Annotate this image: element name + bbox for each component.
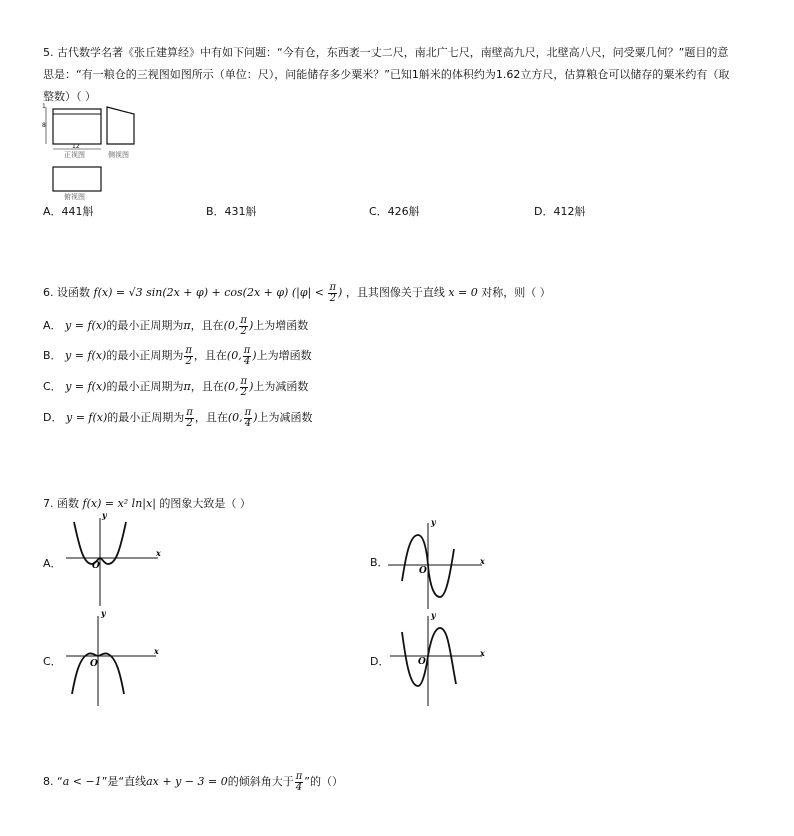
q6-opt-text: 的最小正周期为 xyxy=(106,349,184,362)
q7-c-y-label: y xyxy=(101,608,106,618)
q6-stem xyxy=(43,281,551,305)
q6-suffix: ，且其图像关于直线 xyxy=(345,286,445,299)
q5-line3: 整数）（ ） xyxy=(43,90,96,103)
q6-opt-frac: $\frac{\pi}{4}$ xyxy=(244,406,252,429)
q7-b-y-label: y xyxy=(431,517,436,527)
q6-opt-period: π xyxy=(183,380,191,393)
q6-prefix: 6. 设函数 xyxy=(43,286,90,299)
q5-dim-h1: 1 xyxy=(42,103,46,110)
q7-graph-a[interactable] xyxy=(62,510,172,610)
q6-opt-interval: (0, xyxy=(223,319,239,332)
q7-c-x-label: x xyxy=(154,646,159,656)
q7-graph-c[interactable] xyxy=(62,610,172,710)
q5-top-label: 俯视图 xyxy=(64,193,85,201)
q7-suffix: 的图象大致是（ ） xyxy=(159,497,251,510)
q6-opt-fx: y = f(x) xyxy=(65,319,107,332)
q6-opt-fx: y = f(x) xyxy=(65,380,107,393)
q6-opt-text: 的最小正周期为 xyxy=(106,380,184,393)
q6-end: 对称，则（ ） xyxy=(481,286,551,299)
q7-c-origin: O xyxy=(90,659,98,669)
q6-opt-frac: $\frac{\pi}{4}$ xyxy=(243,344,251,367)
q8-end: ”的（） xyxy=(304,775,343,788)
q6-opt-letter: B． xyxy=(43,349,62,362)
q7-stem xyxy=(43,495,251,511)
q6-opt-interval: (0, xyxy=(226,349,242,362)
q6-opt-period: π xyxy=(183,319,191,332)
q6-option-a[interactable] xyxy=(43,314,308,338)
q6-pi-over-2: $\frac{\pi}{2}$ xyxy=(329,281,337,304)
q6-opt-period-frac: $\frac{\pi}{2}$ xyxy=(185,344,192,367)
q7-function: f(x) = x² ln|x| xyxy=(82,497,156,510)
q8-prefix: 8. “ xyxy=(43,775,63,788)
q6-opt-close: ) xyxy=(252,349,257,362)
q6-opt-fx: y = f(x) xyxy=(65,349,107,362)
q6-opt-text: ，且在 xyxy=(193,349,227,362)
q5-dim-width: 12 xyxy=(72,143,80,150)
q7-b-origin: O xyxy=(419,566,427,576)
q5-option-c[interactable]: C．426斛 xyxy=(369,205,420,218)
q5-option-a[interactable]: A．441斛 xyxy=(43,205,94,218)
q7-option-a-label[interactable]: A． xyxy=(43,557,62,570)
q6-opt-text: ，且在 xyxy=(190,380,224,393)
q6-opt-letter: C． xyxy=(43,380,62,393)
q6-opt-letter: D． xyxy=(43,411,63,424)
q7-graph-d[interactable] xyxy=(388,612,498,712)
q5-line1: 5. 古代数学名著《张丘建算经》中有如下问题：“今有仓，东西袤一丈二尺，南北广七尺，南壁高九尺，北壁高八尺，问受粟几何？”题目的意 xyxy=(43,46,729,59)
q6-opt-text: 的最小正周期为 xyxy=(106,319,184,332)
q6-opt-close: ) xyxy=(249,380,254,393)
q6-opt-frac: $\frac{\pi}{2}$ xyxy=(240,314,247,337)
q6-option-d[interactable] xyxy=(43,406,313,430)
q6-function: f(x) = √3 sin(2x + φ) + cos(2x + φ) (|φ| < xyxy=(93,286,324,299)
q6-option-b[interactable] xyxy=(43,344,312,368)
q6-opt-text: ，且在 xyxy=(194,411,228,424)
q5-line2: 思是：“有一粮仓的三视图如图所示（单位：尺），问能储存多少粟米？”已知1斛米的体积约为1.62立方尺，估算粮仓可以储存的粟米约有（取 xyxy=(43,68,730,81)
q7-a-y-label: y xyxy=(102,510,107,520)
q7-option-b-label[interactable]: B． xyxy=(370,556,389,569)
q6-opt-text: ，且在 xyxy=(190,319,224,332)
q6-opt-text: 上为增函数 xyxy=(256,349,312,362)
q5-side-label: 侧视图 xyxy=(108,151,129,159)
q7-option-d-label[interactable]: D． xyxy=(370,655,390,668)
q5-option-b[interactable]: B．431斛 xyxy=(206,205,257,218)
q7-a-origin: O xyxy=(92,561,100,571)
q6-opt-text: 上为减函数 xyxy=(257,411,313,424)
q6-opt-text: 上为减函数 xyxy=(253,380,309,393)
q8-stem xyxy=(43,770,343,794)
q7-a-x-label: x xyxy=(156,548,161,558)
q7-graph-b[interactable] xyxy=(388,515,498,615)
q6-close: ) xyxy=(338,286,343,299)
q6-opt-interval: (0, xyxy=(223,380,239,393)
q6-line: x = 0 xyxy=(448,286,478,299)
q6-opt-period-frac: $\frac{\pi}{2}$ xyxy=(186,406,193,429)
q6-opt-close: ) xyxy=(253,411,258,424)
q6-option-c[interactable] xyxy=(43,375,308,399)
q6-opt-frac: $\frac{\pi}{2}$ xyxy=(240,375,248,398)
q7-option-c-label[interactable]: C． xyxy=(43,655,62,668)
q7-b-x-label: x xyxy=(480,556,485,566)
q7-d-x-label: x xyxy=(480,648,485,658)
q7-d-y-label: y xyxy=(431,610,436,620)
q6-opt-letter: A． xyxy=(43,319,62,332)
q8-line: ax + y − 3 = 0 xyxy=(146,775,228,788)
q6-opt-interval: (0, xyxy=(227,411,243,424)
q7-prefix: 7. 函数 xyxy=(43,497,79,510)
q6-opt-fx: y = f(x) xyxy=(65,411,108,424)
q6-opt-close: ) xyxy=(248,319,254,332)
q8-condition: a < −1 xyxy=(62,775,102,788)
q6-opt-text: 的最小正周期为 xyxy=(107,411,185,424)
q5-option-d[interactable]: D．412斛 xyxy=(534,205,586,218)
q8-mid2: 的倾斜角大于 xyxy=(227,775,294,788)
q8-mid: ”是“直线 xyxy=(101,775,147,788)
q8-pi-over-4: $\frac{\pi}{4}$ xyxy=(295,770,303,793)
q5-front-label: 正视图 xyxy=(64,151,85,159)
q6-opt-text: 上为增函数 xyxy=(253,319,309,332)
q5-dim-h8: 8 xyxy=(42,122,46,129)
q7-d-origin: O xyxy=(418,657,426,667)
